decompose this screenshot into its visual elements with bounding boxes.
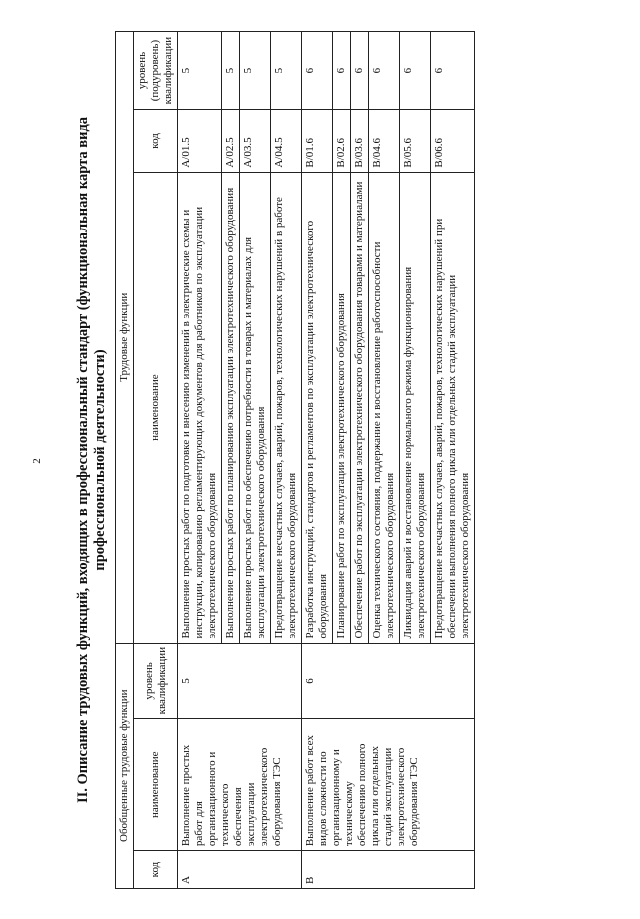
generalized-functions-header: Обобщенные трудовые функции — [116, 643, 134, 888]
table-row — [302, 32, 333, 889]
labor-function-level: 6 — [333, 32, 351, 110]
functional-map-table — [115, 31, 475, 889]
labor-function-name: Оценка технического состояния, поддержание и восстановление работоспособности электротехнического оборудования — [369, 172, 400, 643]
labor-function-level: 5 — [222, 32, 240, 110]
labor-function-name: Выполнение простых работ по обеспечению потребности в товарах и материалах для эксплуатации электротехнического оборудования — [240, 172, 271, 643]
col-tf-level-header: уровень (подуровень) квалификации — [134, 32, 178, 110]
generalized-function-code: В — [302, 851, 475, 889]
page-number: 2 — [30, 458, 43, 464]
title-line-1: II. Описание трудовых функций, входящих в профессиональный стандарт (функциональная карта вида — [75, 116, 91, 804]
labor-function-name: Разработка инструкций, стандартов и регламентов по эксплуатации электротехнического оборудования — [302, 172, 333, 643]
generalized-function-level: 5 — [178, 643, 302, 719]
labor-function-code: B/04.6 — [369, 110, 400, 172]
labor-function-name: Ликвидация аварий и восстановление нормального режима функционирования электротехнического оборудования — [400, 172, 431, 643]
labor-function-level: 5 — [271, 32, 302, 110]
labor-function-name: Предотвращение несчастных случаев, аварий, пожаров, технологических нарушений при обеспечении выполнения полного цикла или отдельных стадий эксплуатации электротехнического оборудования — [431, 172, 475, 643]
labor-function-level: 6 — [351, 32, 369, 110]
labor-function-level: 6 — [302, 32, 333, 110]
col-tf-code-header: код — [134, 110, 178, 172]
labor-function-level: 5 — [178, 32, 222, 110]
table-body — [178, 32, 475, 889]
col-tf-name-header: наименование — [134, 172, 178, 643]
labor-function-code: A/01.5 — [178, 110, 222, 172]
table-row — [178, 32, 222, 889]
generalized-function-level: 6 — [302, 643, 475, 719]
labor-function-name: Планирование работ по эксплуатации электротехнического оборудования — [333, 172, 351, 643]
labor-function-code: B/01.6 — [302, 110, 333, 172]
section-title — [75, 31, 109, 889]
labor-function-level: 6 — [431, 32, 475, 110]
labor-function-level: 5 — [240, 32, 271, 110]
labor-function-name: Выполнение простых работ по подготовке и внесению изменений в электрические схемы и инструкции, копированию регламентирующих документов для работников по эксплуатации электротехнического оборудования — [178, 172, 222, 643]
labor-function-code: B/05.6 — [400, 110, 431, 172]
labor-function-code: B/06.6 — [431, 110, 475, 172]
labor-function-name: Выполнение простых работ по планированию эксплуатации электротехнического оборудования — [222, 172, 240, 643]
labor-function-level: 6 — [369, 32, 400, 110]
labor-function-name: Предотвращение несчастных случаев, аварий, пожаров, технологических нарушений в работе электротехнического оборудования — [271, 172, 302, 643]
labor-function-code: A/02.5 — [222, 110, 240, 172]
generalized-function-code: А — [178, 851, 302, 889]
labor-function-code: B/02.6 — [333, 110, 351, 172]
title-line-2: профессиональной деятельности) — [92, 349, 108, 571]
labor-functions-header: Трудовые функции — [116, 32, 134, 644]
labor-function-code: A/04.5 — [271, 110, 302, 172]
col-code-header: код — [134, 851, 178, 889]
labor-function-code: B/03.6 — [351, 110, 369, 172]
col-name-header: наименование — [134, 719, 178, 851]
labor-function-code: A/03.5 — [240, 110, 271, 172]
labor-function-name: Обеспечение работ по эксплуатации электротехнического оборудования товарами и материалами — [351, 172, 369, 643]
labor-function-level: 6 — [400, 32, 431, 110]
generalized-function-name: Выполнение простых работ для организационного и технического обеспечения эксплуатации электротехнического оборудования ТЭС — [178, 719, 302, 851]
col-level-header: уровень квалификации — [134, 643, 178, 719]
rotated-content — [75, 31, 635, 889]
generalized-function-name: Выполнение работ всех видов сложности по организационному и техническому обеспечению полного цикла или отдельных стадий эксплуатации электротехнического оборудования ТЭС — [302, 719, 475, 851]
